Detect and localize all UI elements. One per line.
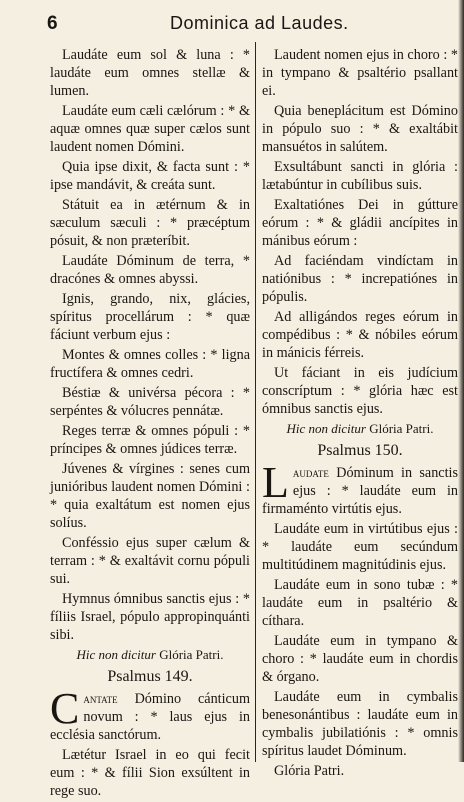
column-divider xyxy=(255,42,256,762)
rubric-italic: Hic non dicitur xyxy=(76,647,156,662)
verse: Conféssio ejus super cælum & terram : * & exaltávit cornu pópuli sui. xyxy=(50,535,250,587)
verse: Laudáte eum sol & luna : * laudáte eum omnes stellæ & lumen. xyxy=(50,47,250,99)
psalm-incipit xyxy=(262,458,458,518)
page-edge-shadow xyxy=(458,0,464,762)
verse: Montes & omnes colles : * ligna fructífera & omnes cedri. xyxy=(50,347,250,381)
left-column xyxy=(50,46,250,802)
verse: Laudáte eum in tympano & choro : * laudáte eum in chordis & órgano. xyxy=(262,633,458,685)
rubric-text: Glória Patri. xyxy=(159,647,224,662)
verse: Béstiæ & univérsa pécora : * serpéntes & vólucres pennátæ. xyxy=(50,385,250,419)
drop-cap: C xyxy=(50,684,80,733)
incipit-text: Dóminum in sanctis ejus : * laudáte eum in firmaménto virtútis ejus. xyxy=(262,465,458,517)
verse: Laudáte Dóminum de terra, * dracónes & omnes abyssi. xyxy=(50,253,250,287)
rubric xyxy=(50,646,250,664)
verse: Júvenes & vírgines : senes cum junióribus laudent nomen Dómini : * quia exaltátum est nomen ejus solíus. xyxy=(50,461,250,531)
verse: Státuit ea in ætérnum & in sæculum sæculi : * præcéptum pósuit, & non præteríbit. xyxy=(50,197,250,249)
page-header xyxy=(0,0,464,40)
verse: Laudáte eum cæli cælórum : * & aquæ omnes quæ super cælos sunt laudent nomen Dómini. xyxy=(50,103,250,155)
rubric-text: Glória Patri. xyxy=(369,421,434,436)
incipit-smallcaps: antate xyxy=(83,692,118,706)
verse: Lætétur Israel in eo qui fecit eum : * & fílii Sion exsúltent in rege suo. xyxy=(50,747,250,799)
verse: Quia beneplácitum est Dómino in pópulo suo : * & exaltábit mansuétos in salútem. xyxy=(262,103,458,155)
verse: Exsultábunt sancti in glória : lætabúntur in cubílibus suis. xyxy=(262,159,458,193)
verse: Ad alligándos reges eórum in compédibus : * & nóbiles eórum in mánicis férreis. xyxy=(262,309,458,361)
running-title: Dominica ad Laudes. xyxy=(170,13,349,33)
page-number: 6 xyxy=(47,13,58,34)
verse: Laudent nomen ejus in choro : * in tympano & psaltério psallant ei. xyxy=(262,47,458,99)
drop-cap: L xyxy=(262,458,289,507)
incipit-smallcaps: audate xyxy=(292,466,329,480)
incipit-text: Dómino cánticum novum : * laus ejus in ecclésia sanctórum. xyxy=(50,691,250,743)
rubric xyxy=(262,420,458,438)
verse: Glória Patri. xyxy=(274,763,345,779)
verse: Ut fáciant in eis judícium conscríptum : * glória hæc est ómnibus sanctis ejus. xyxy=(262,365,458,417)
psalm-incipit xyxy=(50,684,250,744)
psalm-title: Psalmus 149. xyxy=(107,668,193,685)
verse: Quia ipse dixit, & facta sunt : * ipse mandávit, & creáta sunt. xyxy=(50,159,250,193)
psalm-title: Psalmus 150. xyxy=(317,442,403,459)
rubric-italic: Hic non dicitur xyxy=(286,421,366,436)
verse: Laudáte eum in cymbalis benesonántibus : laudáte eum in cymbalis jubilatiónis : * omnis spíritus laudet Dóminum. xyxy=(262,689,458,759)
right-column xyxy=(262,46,458,782)
verse: Laudáte eum in virtútibus ejus : * laudáte eum secúndum multitúdinem magnitúdinis ejus. xyxy=(262,521,458,573)
verse: Ad faciéndam vindíctam in natiónibus : * increpatiónes in pópulis. xyxy=(262,253,458,305)
verse: Hymnus ómnibus sanctis ejus : * fíliis Israel, pópulo appropinquánti sibi. xyxy=(50,591,250,643)
verse: Laudáte eum in sono tubæ : * laudáte eum in psaltério & cíthara. xyxy=(262,577,458,629)
verse: Reges terræ & omnes pópuli : * príncipes & omnes júdices terræ. xyxy=(50,423,250,457)
verse: Exaltatiónes Dei in gútture eórum : * & gládii ancípites in mánibus eórum : xyxy=(262,197,458,249)
verse: Ignis, grando, nix, glácies, spíritus procellárum : * quæ fáciunt verbum ejus : xyxy=(50,291,250,343)
